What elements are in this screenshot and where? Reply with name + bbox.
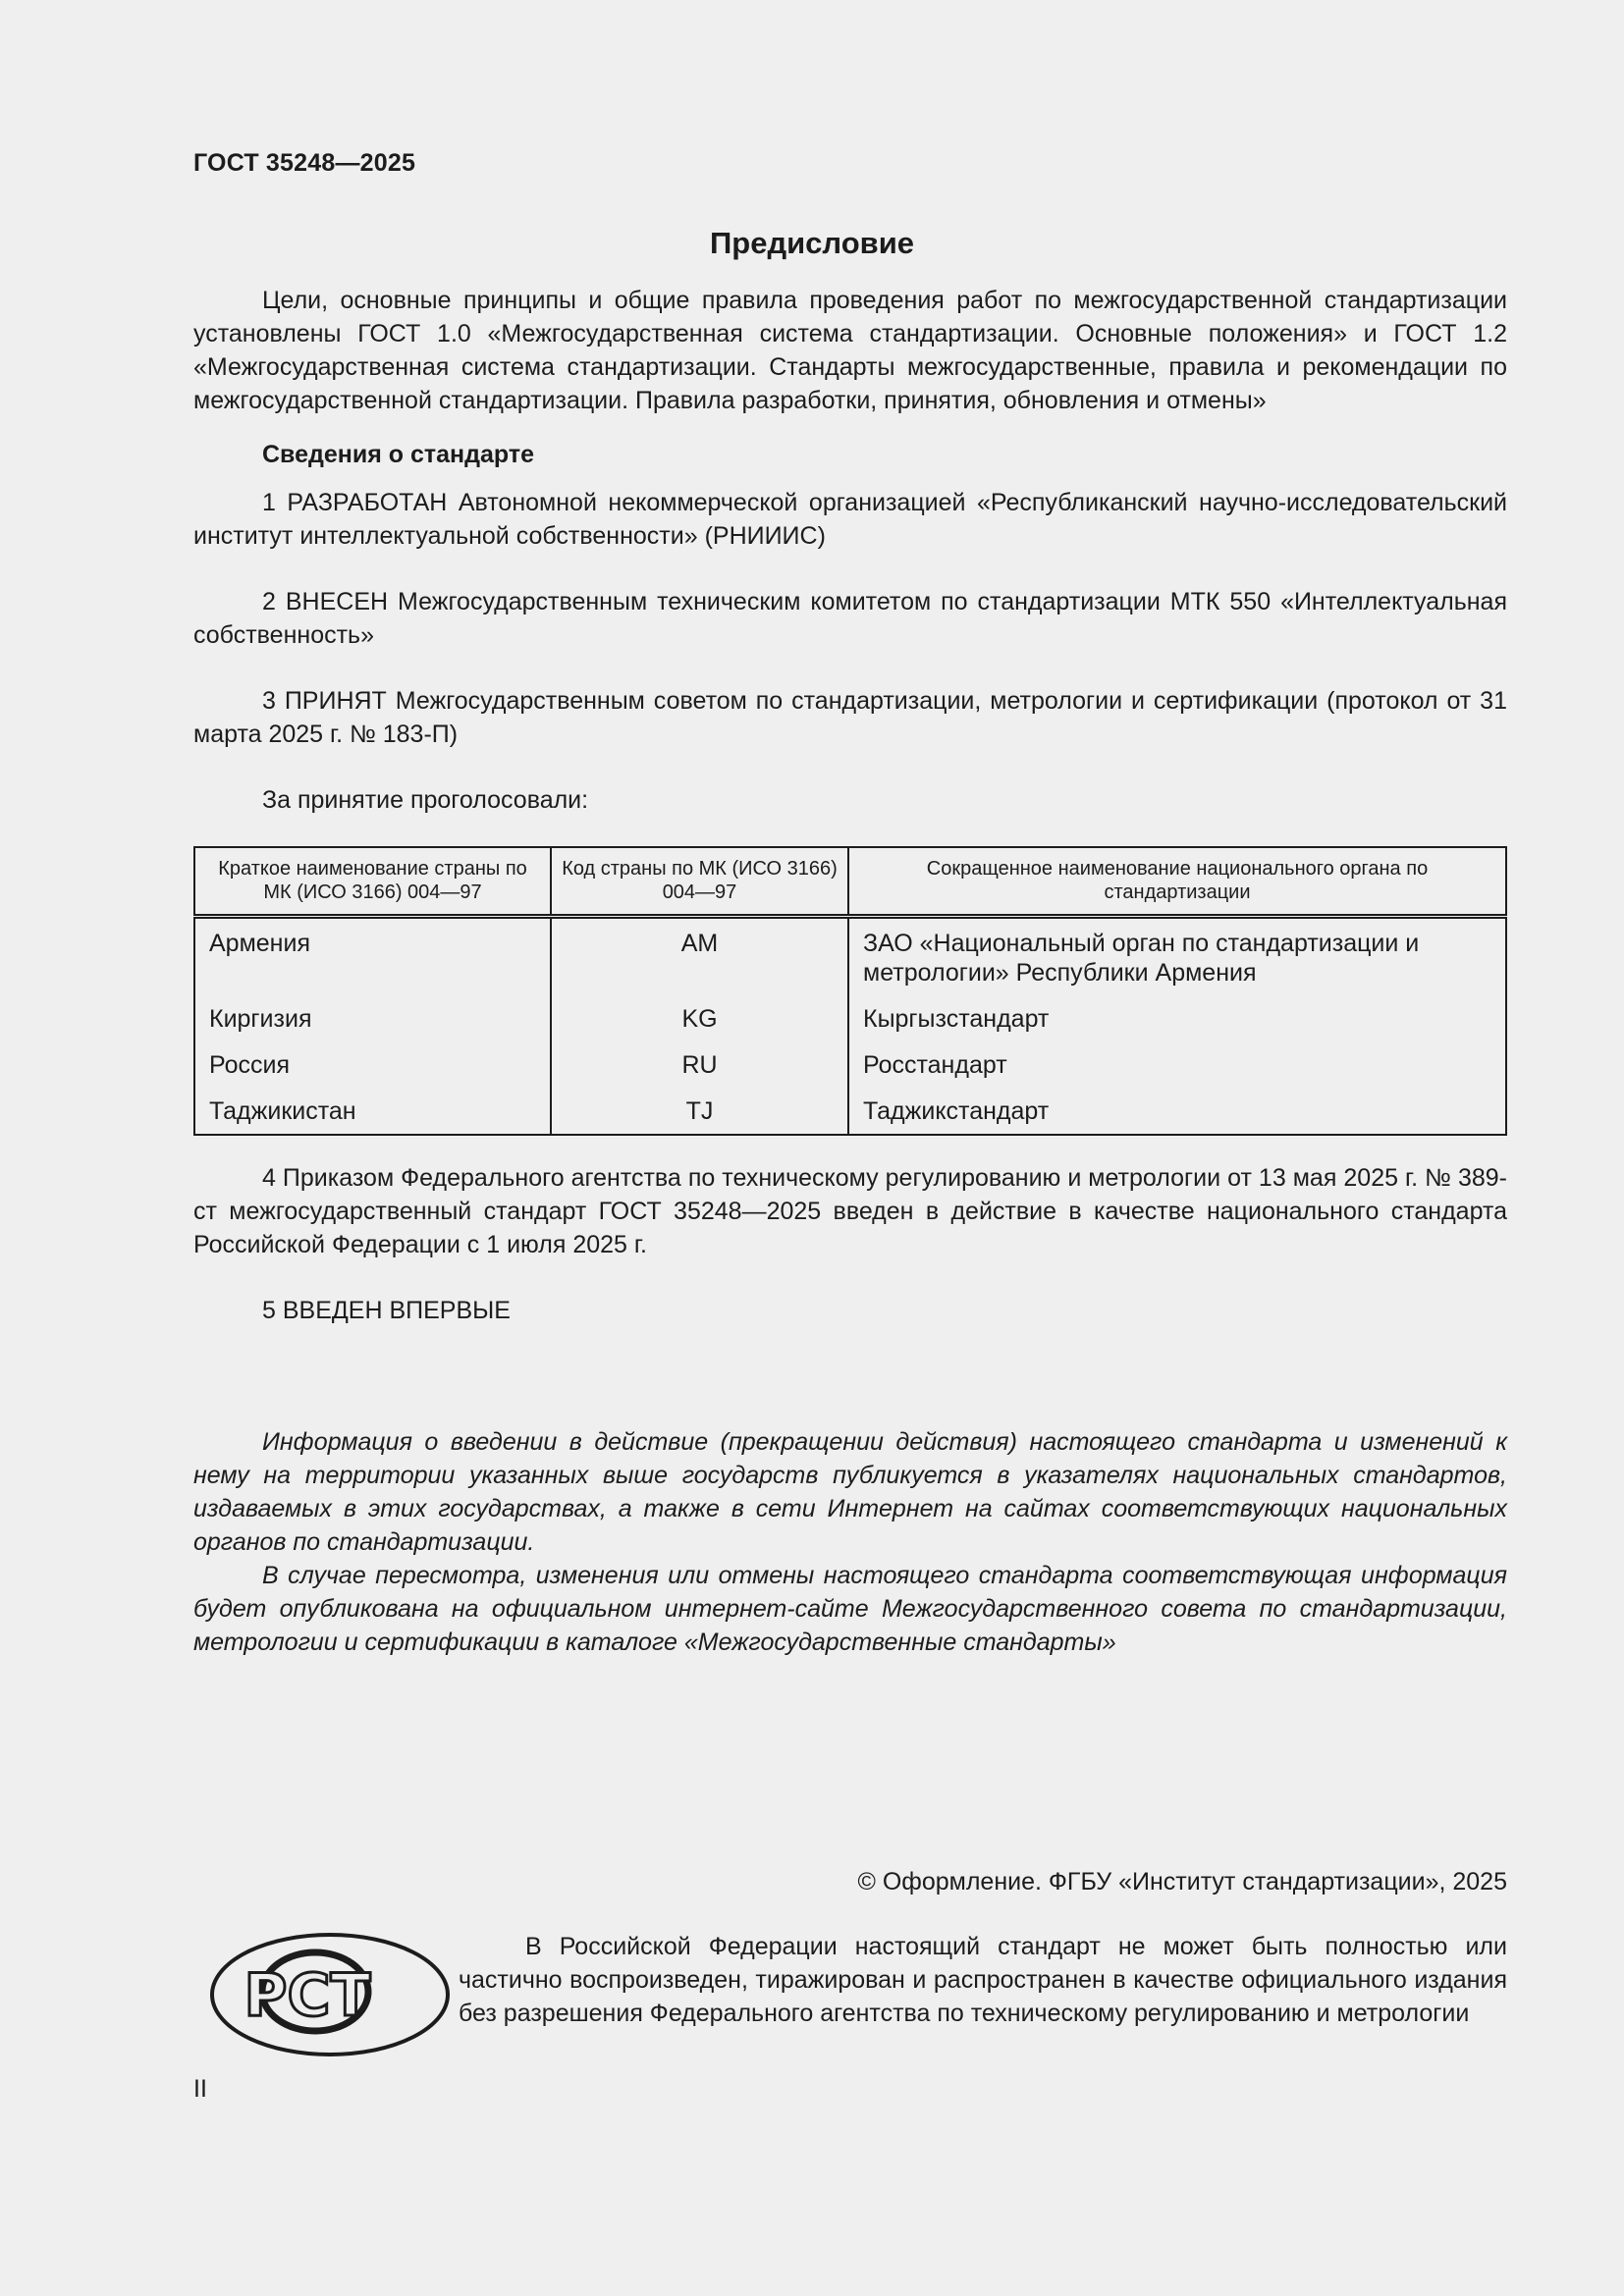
item-introduced: 2 ВНЕСЕН Межгосударственным техническим комитетом по стандартизации МТК 550 «Интеллектуальная собственность» (193, 588, 1507, 649)
item-enacted: 4 Приказом Федерального агентства по техническому регулированию и метрологии от 13 мая 2025 г. № 389-ст межгосударственный стандарт ГОСТ 35248—2025 введен в действие в качестве национального стандарта Российской Федерации с 1 июля 2025 г. (193, 1164, 1507, 1258)
table-row (194, 999, 1506, 1045)
table-cell-code: TJ (551, 1092, 848, 1135)
table-cell-code: AM (551, 917, 848, 1000)
info-heading: Сведения о стандарте (262, 441, 535, 468)
table-header-code: Код страны по МК (ИСО 3166) 004—97 (551, 847, 848, 917)
table-cell-body: ЗАО «Национальный орган по стандартизации и метрологии» Республики Армения (848, 917, 1506, 1000)
table-row (194, 917, 1506, 1000)
table-row (194, 1045, 1506, 1092)
intro-paragraph: Цели, основные принципы и общие правила проведения работ по межгосударственной стандартизации установлены ГОСТ 1.0 «Межгосударственная система стандартизации. Основные положения» и ГОСТ 1.2 «Межгосударственная система стандартизации. Стандарты межгосударственные, правила и рекомендации по межгосударственной стандартизации. Правила разработки, принятия, обновления и отмены» (193, 287, 1507, 414)
page-number: II (193, 2075, 207, 2103)
copyright-notice: © Оформление. ФГБУ «Институт стандартизации», 2025 (857, 1868, 1507, 1896)
rst-logo-icon (209, 1931, 451, 2063)
item-first-introduced: 5 ВВЕДЕН ВПЕРВЫЕ (262, 1297, 511, 1324)
note-revision: В случае пересмотра, изменения или отмены настоящего стандарта соответствующая информация будет опубликована на официальном интернет-сайте Межгосударственного совета по стандартизации, метрологии и сертификации в каталоге «Межгосударственные стандарты» (193, 1562, 1507, 1656)
table-cell-body: Кыргызстандарт (848, 999, 1506, 1045)
table-row (194, 1092, 1506, 1135)
item-developed: 1 РАЗРАБОТАН Автономной некоммерческой организацией «Республиканский научно-исследовательский институт интеллектуальной собственности» (РНИИИС) (193, 489, 1507, 550)
table-cell-country: Киргизия (194, 999, 551, 1045)
table-cell-country: Таджикистан (194, 1092, 551, 1135)
votes-label: За принятие проголосовали: (262, 786, 589, 814)
table-header-country: Краткое наименование страны по МК (ИСО 3166) 004—97 (194, 847, 551, 917)
table-cell-code: KG (551, 999, 848, 1045)
note-info: Информация о введении в действие (прекращении действия) настоящего стандарта и изменений к нему на территории указанных выше государств публикуется в указателях национальных стандартов, издаваемых в этих государствах, а также в сети Интернет на сайтах соответствующих национальных органов по стандартизации. (193, 1428, 1507, 1556)
table-cell-country: Армения (194, 917, 551, 1000)
table-cell-country: Россия (194, 1045, 551, 1092)
document-code: ГОСТ 35248—2025 (193, 149, 416, 177)
table-cell-body: Таджикстандарт (848, 1092, 1506, 1135)
votes-table (193, 846, 1507, 1136)
rights-notice: В Российской Федерации настоящий стандарт не может быть полностью или частично воспроизведен, тиражирован и распространен в качестве официального издания без разрешения Федерального агентства по техническому регулированию и метрологии (459, 1933, 1507, 2027)
page-title: Предисловие (709, 226, 914, 260)
table-cell-body: Росстандарт (848, 1045, 1506, 1092)
item-adopted: 3 ПРИНЯТ Межгосударственным советом по стандартизации, метрологии и сертификации (протокол от 31 марта 2025 г. № 183-П) (193, 687, 1507, 748)
table-cell-code: RU (551, 1045, 848, 1092)
main-content (193, 284, 1507, 1659)
table-header-row (194, 847, 1506, 917)
logo-text: РСТ (244, 1961, 371, 2030)
table-header-body: Сокращенное наименование национального органа по стандартизации (848, 847, 1506, 917)
